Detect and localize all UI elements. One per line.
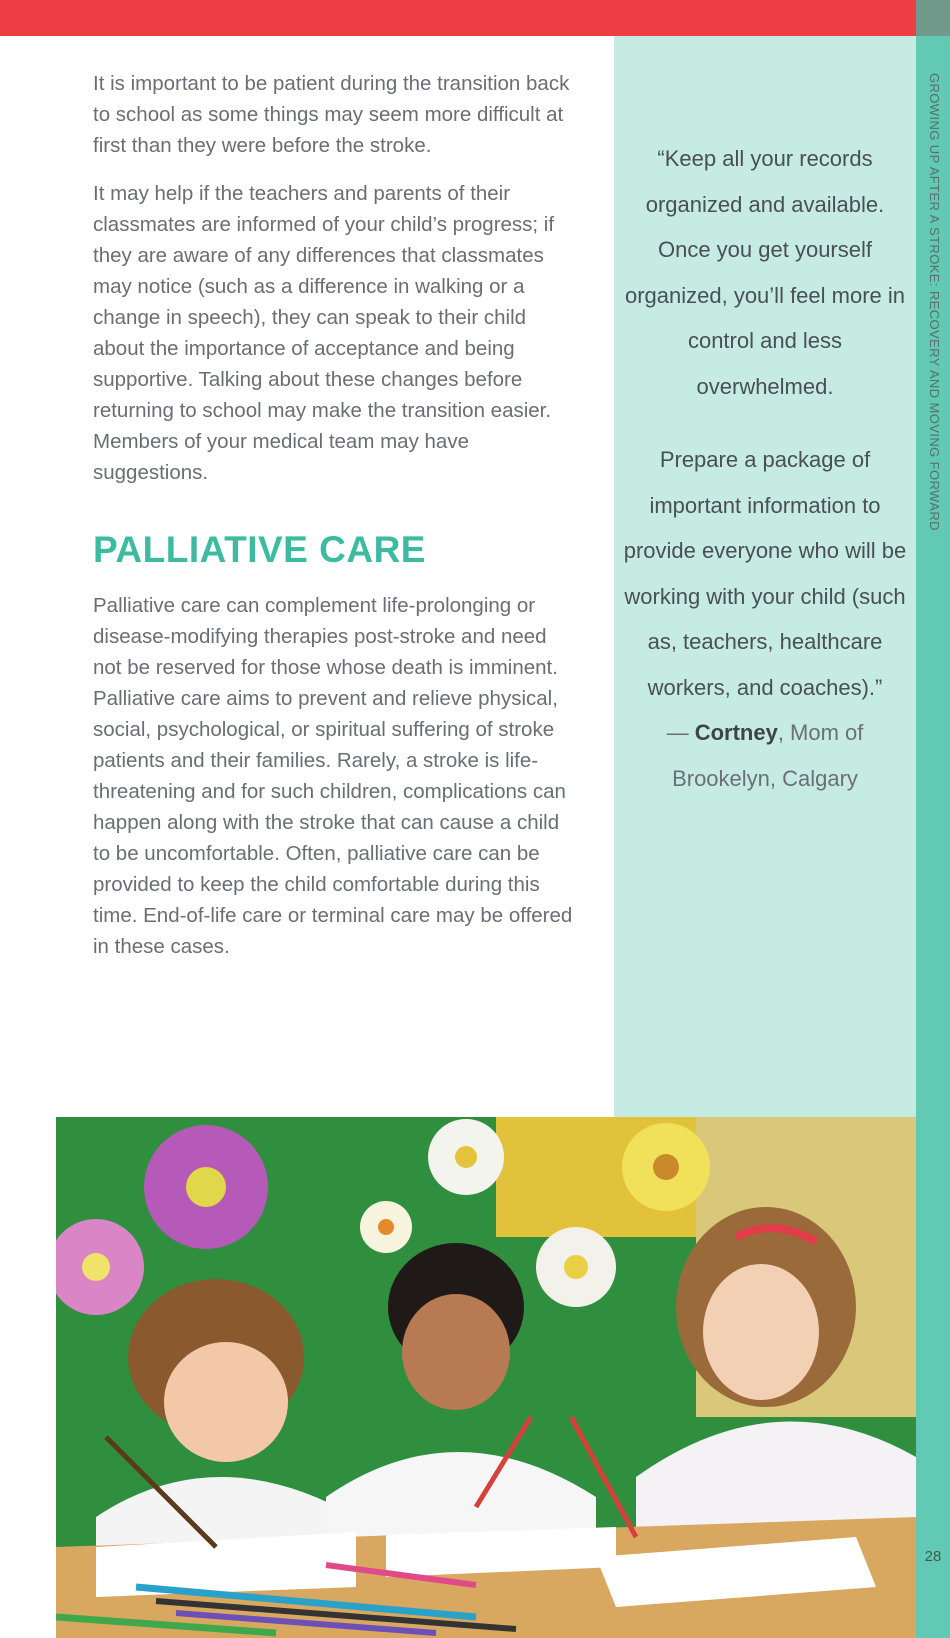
attribution-detail: , Mom of Brookelyn, Calgary [672, 720, 864, 791]
page-number: 28 [924, 1548, 942, 1565]
quote-paragraph-2 [622, 437, 908, 801]
main-column [93, 68, 573, 979]
body-paragraph-1: It is important to be patient during the transition back to school as some things may seem more difficult at first than they were before the stroke. [93, 72, 570, 157]
quote-paragraph-2-text: Prepare a package of important information to provide everyone who will be working with your child (such as, teachers, healthcare workers, and coaches).” [623, 447, 907, 700]
quote-attribution [667, 720, 864, 791]
paper-flower-white [428, 1119, 504, 1195]
paper-flower-purple [144, 1125, 268, 1249]
attribution-dash: — [666, 720, 695, 745]
pull-quote [622, 136, 908, 801]
paper-flower-white-2 [536, 1227, 616, 1307]
top-accent-corner [916, 0, 950, 36]
body-paragraph-3: Palliative care can complement life-prolonging or disease-modifying therapies post-stroke and need not be reserved for those whose death is imminent. Palliative care aims to prevent and relieve physical, social, psychological, or spiritual suffering of stroke patients and their families. Rarely, a stroke is life-threatening and for such children, complications can happen along with the stroke that can cause a child to be uncomfortable. Often, palliative care can be provided to keep the child comfortable during this time. End-of-life care or terminal care may be offered in these cases. [93, 594, 573, 958]
attribution-name: Cortney [694, 720, 778, 745]
quote-paragraph-1: “Keep all your records organized and available. Once you get yourself organized, you’ll feel more in control and less overwhelmed. [624, 146, 906, 399]
section-heading: PALLIATIVE CARE [93, 529, 426, 570]
running-title: GROWING UP AFTER A STROKE: RECOVERY AND MOVING FORWARD [927, 73, 942, 531]
paper-flower-small [360, 1201, 412, 1253]
body-paragraph-2: It may help if the teachers and parents of their classmates are informed of your child’s progress; if they are aware of any differences that classmates may notice (such as a difference in walking or a change in speech), they can speak to their child about the importance of acceptance and being supportive. Talking about these changes before returning to school may make the transition easier. Members of your medical team may have suggestions. [93, 182, 555, 484]
paper-flower-yellow [622, 1123, 710, 1211]
classroom-illustration [56, 1117, 916, 1638]
classroom-photo [56, 1117, 916, 1638]
top-accent-bar [0, 0, 916, 36]
